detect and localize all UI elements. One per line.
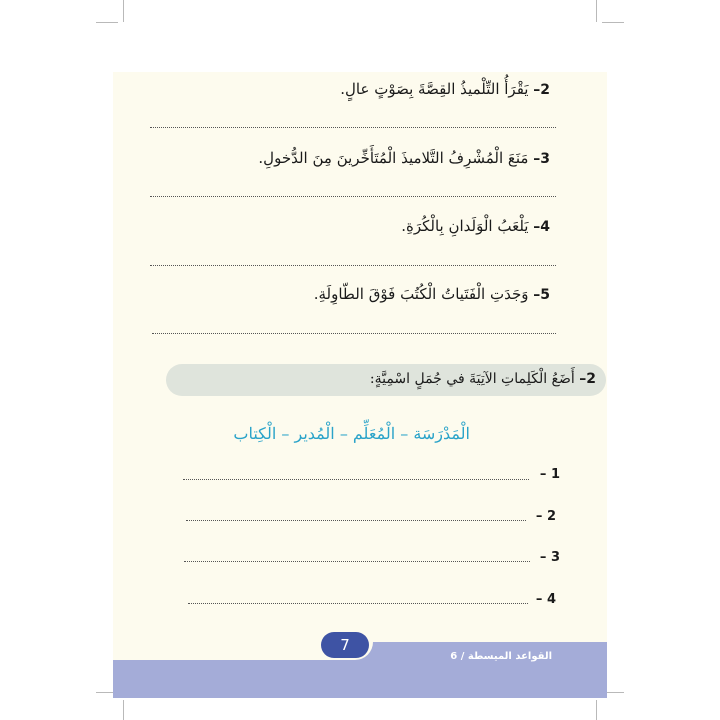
- page-number-badge: 7: [321, 632, 369, 658]
- sentence-5: [314, 285, 550, 303]
- sentence-2: [340, 80, 550, 98]
- sentence-number: 3–: [533, 151, 550, 167]
- crop-mark: [96, 22, 118, 23]
- crop-mark: [596, 0, 597, 22]
- section-title-text: أَضَعُ الْكَلِماتِ الآتِيَةَ في جُمَلٍ اسْمِيَّةٍ:: [369, 371, 575, 387]
- line-number-2: 2 –: [535, 509, 556, 524]
- sentence-number: 5–: [533, 287, 550, 303]
- line-number-1: 1 –: [539, 467, 560, 482]
- sentence-text: وَجَدَتِ الْفَتَياتُ الْكُتُبَ فَوْقَ الطّاوِلَةِ.: [313, 285, 529, 303]
- crop-mark: [123, 700, 124, 720]
- sentence-text: يَلْعَبُ الْوَلَدانِ بِالْكُرَةِ.: [401, 217, 529, 235]
- sentence-number: 2–: [533, 82, 550, 98]
- line-number-3: 3 –: [539, 550, 560, 565]
- section-title: [370, 371, 596, 387]
- answer-line[interactable]: [150, 127, 556, 128]
- crop-mark: [596, 700, 597, 720]
- answer-line-2[interactable]: [186, 520, 526, 521]
- crop-mark: [602, 22, 624, 23]
- sentence-text: يَقْرَأُ التِّلْميذُ القِصَّةَ بِصَوْتٍ عالٍ.: [340, 80, 529, 98]
- section-number: 2–: [579, 371, 596, 387]
- sentence-text: مَنَعَ الْمُشْرِفُ التَّلاميذَ الْمُتَأَخِّرينَ مِنَ الدُّخولِ.: [258, 149, 529, 167]
- answer-line-4[interactable]: [188, 603, 528, 604]
- sentence-number: 4–: [533, 219, 550, 235]
- word-list: الْمَدْرَسَة – الْمُعَلِّم – الْمُدير – الْكِتاب: [233, 424, 470, 443]
- sentence-4: [401, 217, 550, 235]
- answer-line-1[interactable]: [183, 479, 529, 480]
- book-title: القواعد الميسطة / 6: [450, 651, 552, 662]
- answer-line[interactable]: [150, 265, 556, 266]
- sentence-3: [258, 149, 550, 167]
- answer-line[interactable]: [150, 196, 556, 197]
- line-number-4: 4 –: [535, 592, 556, 607]
- answer-line-3[interactable]: [184, 561, 530, 562]
- crop-mark: [123, 0, 124, 22]
- answer-line[interactable]: [152, 333, 556, 334]
